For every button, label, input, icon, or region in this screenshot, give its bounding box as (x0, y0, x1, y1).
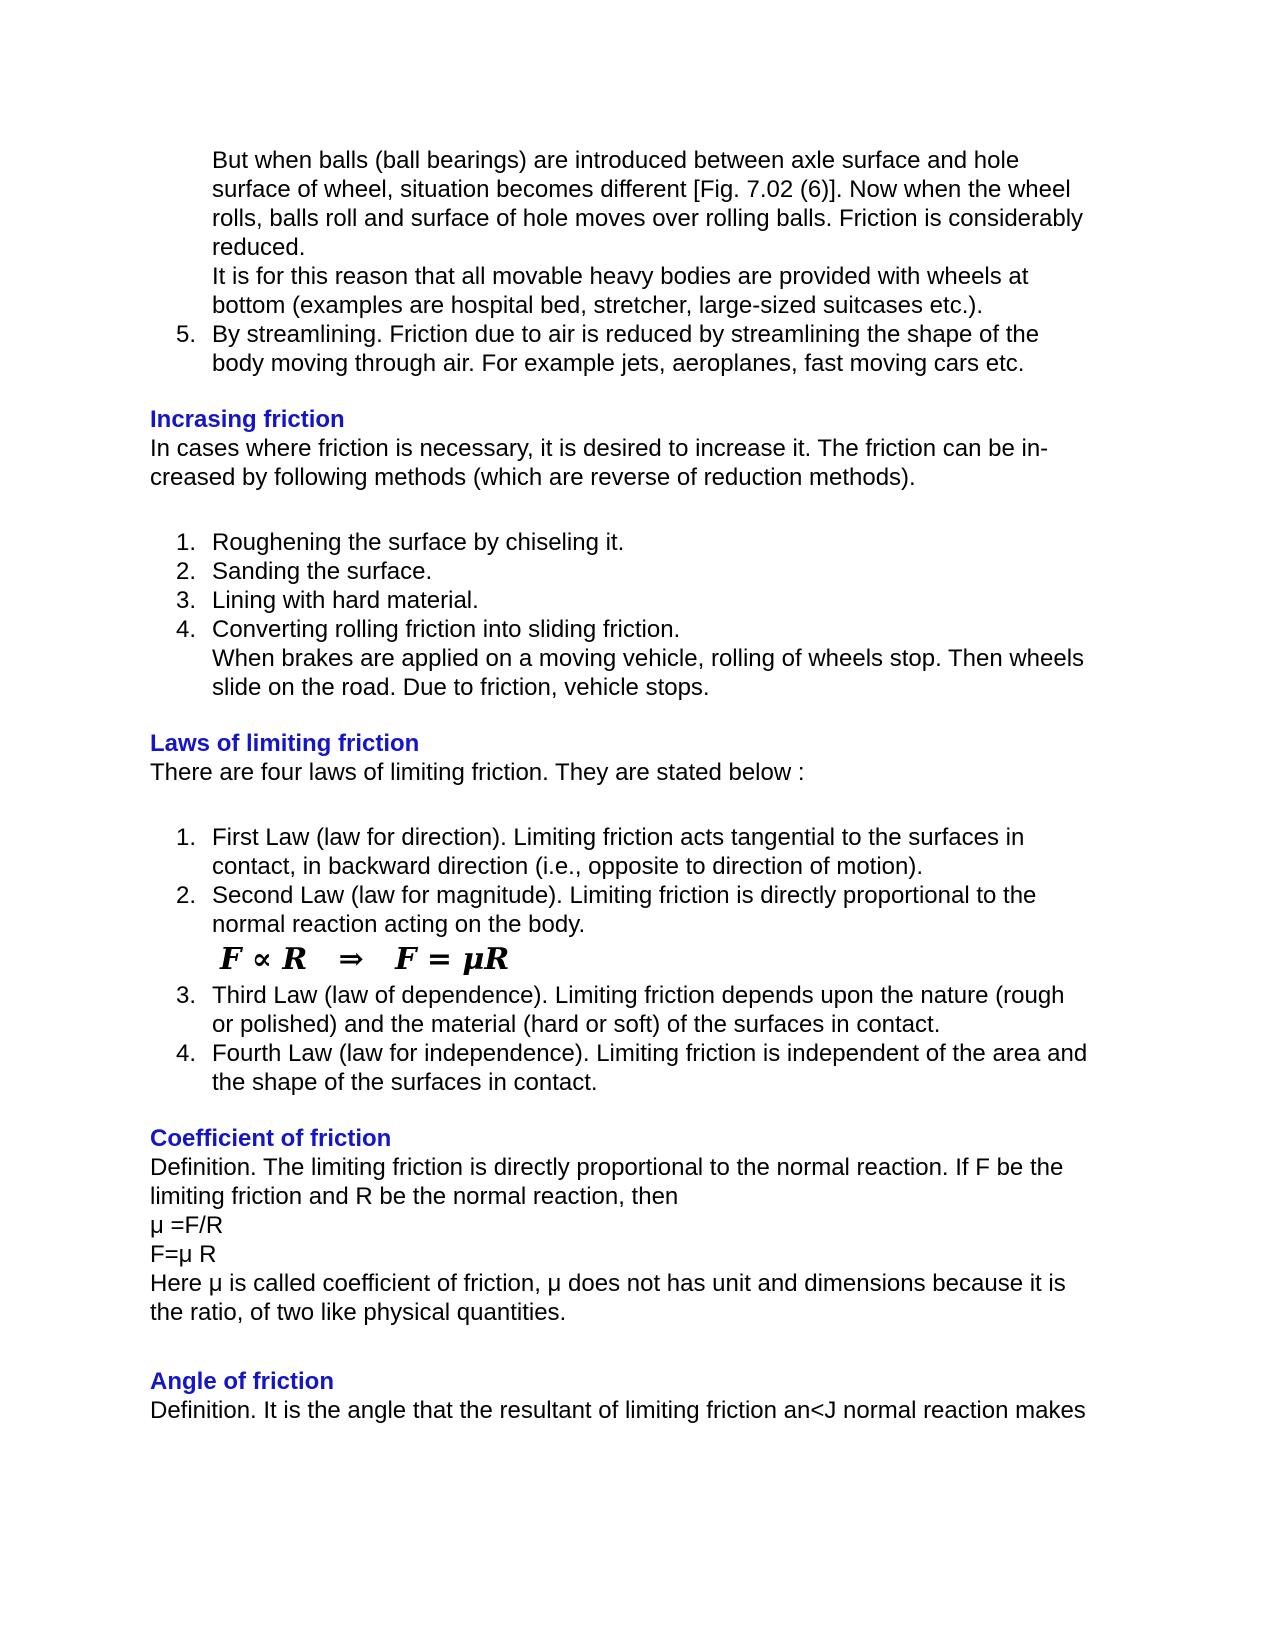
text-line: the ratio, of two like physical quantities. (150, 1299, 567, 1326)
heading-angle-of-friction: Angle of friction (150, 1368, 334, 1395)
text-line: contact, in backward direction (i.e., opposite to direction of motion). (212, 853, 924, 880)
laws-intro: There are four laws of limiting friction. They are stated below : (150, 759, 805, 786)
list-number: 2. (175, 882, 196, 909)
text-line: normal reaction acting on the body. (212, 911, 586, 938)
coefficient-definition (150, 1153, 1150, 1327)
list-number: 2. (175, 558, 196, 585)
equation-line: μ =F/R (150, 1212, 224, 1239)
list-number: 4. (175, 616, 196, 643)
equation-line: F=μ R (150, 1241, 217, 1268)
text-line: creased by following methods (which are reverse of reduction methods). (150, 464, 916, 491)
text-line: or polished) and the material (hard or soft) of the surfaces in contact. (212, 1011, 941, 1038)
list-number: 1. (175, 824, 196, 851)
text-line: Second Law (law for magnitude). Limiting friction is directly proportional to the (212, 882, 1037, 909)
laws-list (150, 823, 1150, 1097)
text-line: But when balls (ball bearings) are introduced between axle surface and hole (212, 147, 1020, 174)
text-line: In cases where friction is necessary, it is desired to increase it. The friction can be in- (150, 435, 1049, 462)
heading-increasing-friction: Incrasing friction (150, 406, 345, 433)
text-line: Definition. It is the angle that the resultant of limiting friction an<J normal reaction makes (150, 1397, 1086, 1424)
text-line: the shape of the surfaces in contact. (212, 1069, 598, 1096)
page-content (150, 146, 1150, 1425)
proportionality-formula: F ∝ R ⇒ F = μR (220, 942, 510, 977)
angle-definition (150, 1396, 1150, 1425)
list-number: 1. (175, 529, 196, 556)
list-item-fourth-law (150, 1039, 1150, 1097)
list-item-third-law (150, 981, 1150, 1039)
list-number: 3. (175, 587, 196, 614)
text-line: surface of wheel, situation becomes different [Fig. 7.02 (6)]. Now when the wheel (212, 176, 1071, 203)
text-line: Sanding the surface. (212, 558, 433, 585)
text-line: Third Law (law of dependence). Limiting friction depends upon the nature (rough (212, 982, 1065, 1009)
text-line: Definition. The limiting friction is directly proportional to the normal reaction. If F be the (150, 1154, 1064, 1181)
text-line: reduced. (212, 234, 306, 261)
text-line: Roughening the surface by chiseling it. (212, 529, 625, 556)
ball-bearings-paragraph (150, 146, 1150, 320)
list-item-streamlining (150, 320, 1150, 378)
list-item (150, 557, 1150, 586)
list-item (150, 615, 1150, 702)
increasing-intro (150, 434, 1150, 492)
text-line: bottom (examples are hospital bed, stretcher, large-sized suitcases etc.). (212, 292, 984, 319)
list-item (150, 528, 1150, 557)
text-line: First Law (law for direction). Limiting friction acts tangential to the surfaces in (212, 824, 1025, 851)
list-item-first-law (150, 823, 1150, 881)
heading-laws-of-limiting-friction: Laws of limiting friction (150, 730, 420, 757)
list-number: 3. (175, 982, 196, 1009)
text-line: Lining with hard material. (212, 587, 479, 614)
text-line: limiting friction and R be the normal reaction, then (150, 1183, 679, 1210)
text-line: body moving through air. For example jets, aeroplanes, fast moving cars etc. (212, 350, 1025, 377)
text-line: It is for this reason that all movable heavy bodies are provided with wheels at (212, 263, 1029, 290)
text-line: Fourth Law (law for independence). Limiting friction is independent of the area and (212, 1040, 1088, 1067)
list-number: 4. (175, 1040, 196, 1067)
text-line: rolls, balls roll and surface of hole moves over rolling balls. Friction is considerably (212, 205, 1084, 232)
heading-coefficient-of-friction: Coefficient of friction (150, 1125, 392, 1152)
increasing-methods-list (150, 528, 1150, 702)
list-item (150, 586, 1150, 615)
text-line: slide on the road. Due to friction, vehicle stops. (212, 674, 710, 701)
list-item-second-law (150, 881, 1150, 939)
text-line: By streamlining. Friction due to air is reduced by streamlining the shape of the (212, 321, 1040, 348)
text-line: Converting rolling friction into sliding friction. (212, 616, 681, 643)
text-line: Here μ is called coefficient of friction, μ does not has unit and dimensions because it is (150, 1270, 1066, 1297)
list-number: 5. (175, 321, 196, 348)
text-line: When brakes are applied on a moving vehicle, rolling of wheels stop. Then wheels (212, 645, 1085, 672)
